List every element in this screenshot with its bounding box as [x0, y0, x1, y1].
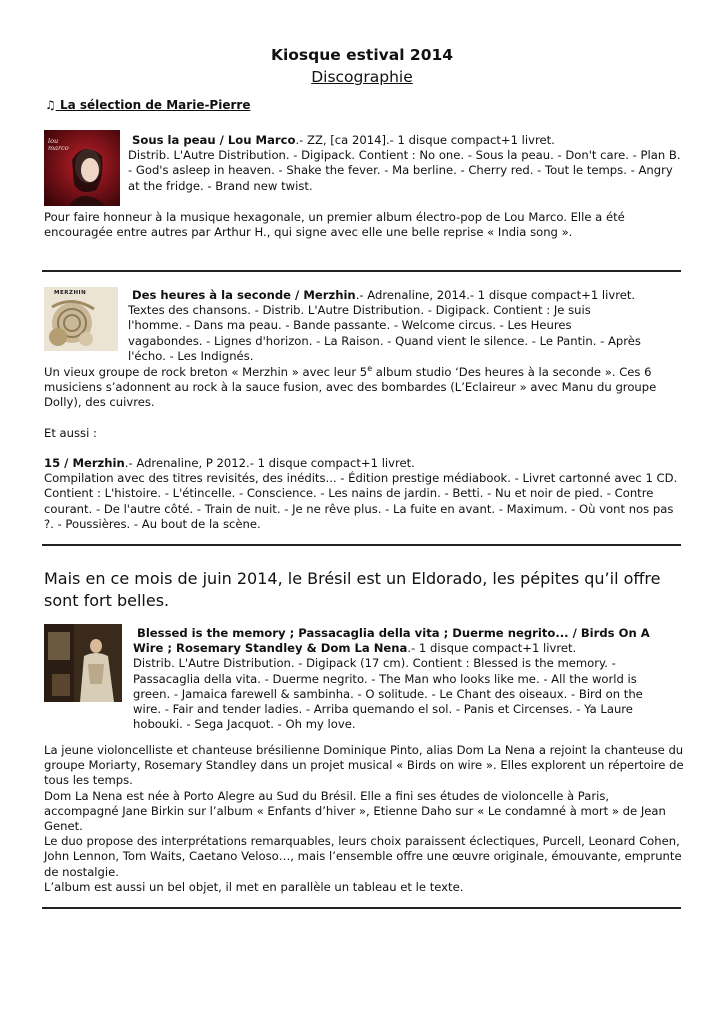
also-label: Et aussi :: [44, 426, 97, 440]
section-divider: [42, 544, 681, 546]
selection-heading: [45, 98, 250, 112]
album-cover-lou-marco: [44, 130, 120, 206]
album-meta: .- ZZ, [ca 2014].- 1 disque compact+1 livret.: [295, 133, 555, 147]
album-entry-15-merzhin: [44, 456, 684, 532]
album-title: Blessed is the memory ; Passacaglia della vita ; Duerme negrito... / Birds On A Wire ; Rosemary Standley & Dom La Nena: [133, 626, 650, 656]
cover-text: MERZHIN: [54, 290, 87, 296]
cover-text: lou marco: [48, 137, 69, 152]
review-paragraph: L’album est aussi un bel objet, il met en parallèle un tableau et le texte.: [44, 879, 464, 894]
album-entry-lou-marco: [128, 133, 683, 194]
section-divider: [42, 270, 681, 272]
page-title: Kiosque estival 2014: [270, 46, 454, 64]
page-subtitle: Discographie: [311, 68, 413, 86]
album-review-merzhin: Un vieux groupe de rock breton « Merzhin » avec leur 5e album studio ‘Des heures à la seconde ». Ces 6 musiciens s’adonnent au rock à la sauce fusion, avec des bombardes (L’Eclaireur » avec Manu du groupe Dolly), des cuivres.: [44, 364, 657, 410]
review-paragraph: Dom La Nena est née à Porto Alegre au Sud du Brésil. Elle a fini ses études de violoncelle à Paris, accompagné Jane Birkin sur l’album « Enfants d’hiver », Etienne Daho sur « Le condamné à mort » de Jean Genet.: [44, 788, 666, 834]
album-tracks: Compilation avec des titres revisités, des inédits... - Édition prestige médiabook. - Livret cartonné avec 1 CD. Contient : L'histoire. - L'étincelle. - Conscience. - Les nains de jardin. - Betti. - Nu et noir de pied. - Contre courant. - De l'autre côté. - Train de nuit. - Je ne rêve plus. - La fuite en avant. - Maximum. - Où vont nos pas ?. - Poussières. - Au bout de la scène.: [44, 471, 678, 531]
section-divider: [42, 907, 681, 909]
review-paragraph: La jeune violoncelliste et chanteuse brésilienne Dominique Pinto, alias Dom La Nena a rejoint la chanteuse du groupe Moriarty, Rosemary Standley dans un projet musical « Birds on wire ». Elles explorent un répertoire de tous les temps.: [44, 743, 684, 788]
album-meta: .- Adrenaline, 2014.- 1 disque compact+1 livret.: [355, 288, 636, 302]
album-meta: .- 1 disque compact+1 livret.: [407, 641, 577, 656]
album-tracks: Textes des chansons. - Distrib. L'Autre Distribution. - Digipack. Contient : Je suis l'homme. - Dans ma peau. - Bande passante. - Welcome circus. - Les Heures vagabondes. - Lignes d'horizon. - La Raison. - Quand vient le silence. - Le Pantin. - Après l'écho. - Les Indignés.: [128, 303, 641, 363]
header: [0, 44, 724, 88]
album-tracks: Distrib. L'Autre Distribution. - Digipack (17 cm). Contient : Blessed is the memory. - Passacaglia della vita. - Duerme negrito. - The Man who looks like me. - All the world is green. - Jamaica farewell & sambinha. - O solitude. - Le Chant des oiseaux. - Bird on the wire. - Fair and tender ladies. - Arriba quemando el sol. - Panis et Circenses. - Ya Laure hobouki. - Sega Jacquot. - Oh my love.: [133, 656, 643, 732]
album-review-lou-marco: Pour faire honneur à la musique hexagonale, un premier album électro-pop de Lou Marco. Elle a été encouragée entre autres par Arthur H., qui signe avec elle une belle reprise « India song ».: [44, 210, 625, 240]
album-title: Sous la peau / Lou Marco: [132, 133, 296, 147]
album-entry-birds-on-a-wire: [133, 626, 653, 732]
selection-label: La sélection de Marie-Pierre: [59, 98, 251, 112]
album-cover-merzhin: [44, 287, 118, 351]
album-tracks: Distrib. L'Autre Distribution. - Digipack. Contient : No one. - Sous la peau. - Don't care. - Plan B. - God's asleep in heaven. - Shake the fever. - Ma berline. - Cherry red. - Tout le temps. - Angry at the fridge. - Brand new twist.: [128, 148, 681, 193]
album-entry-merzhin: [128, 288, 648, 364]
album-review-birds-on-a-wire: [44, 743, 684, 895]
review-paragraph: Le duo propose des interprétations remarquables, leurs choix paraissent éclectiques, Purcell, Leonard Cohen, John Lennon, Tom Waits, Caetano Veloso…, mais l’ensemble offre une œuvre originale, émouvante, emprunte de nostalgie.: [44, 834, 682, 879]
album-meta: .- Adrenaline, P 2012.- 1 disque compact+1 livret.: [124, 456, 415, 470]
album-title: Des heures à la seconde / Merzhin: [132, 288, 356, 302]
music-note-icon: ♫: [45, 98, 56, 112]
brazil-heading: Mais en ce mois de juin 2014, le Brésil est un Eldorado, les pépites qu’il offre sont fort belles.: [44, 569, 661, 610]
album-title: 15 / Merzhin: [44, 456, 125, 470]
album-cover-birds-on-a-wire: [44, 624, 122, 702]
